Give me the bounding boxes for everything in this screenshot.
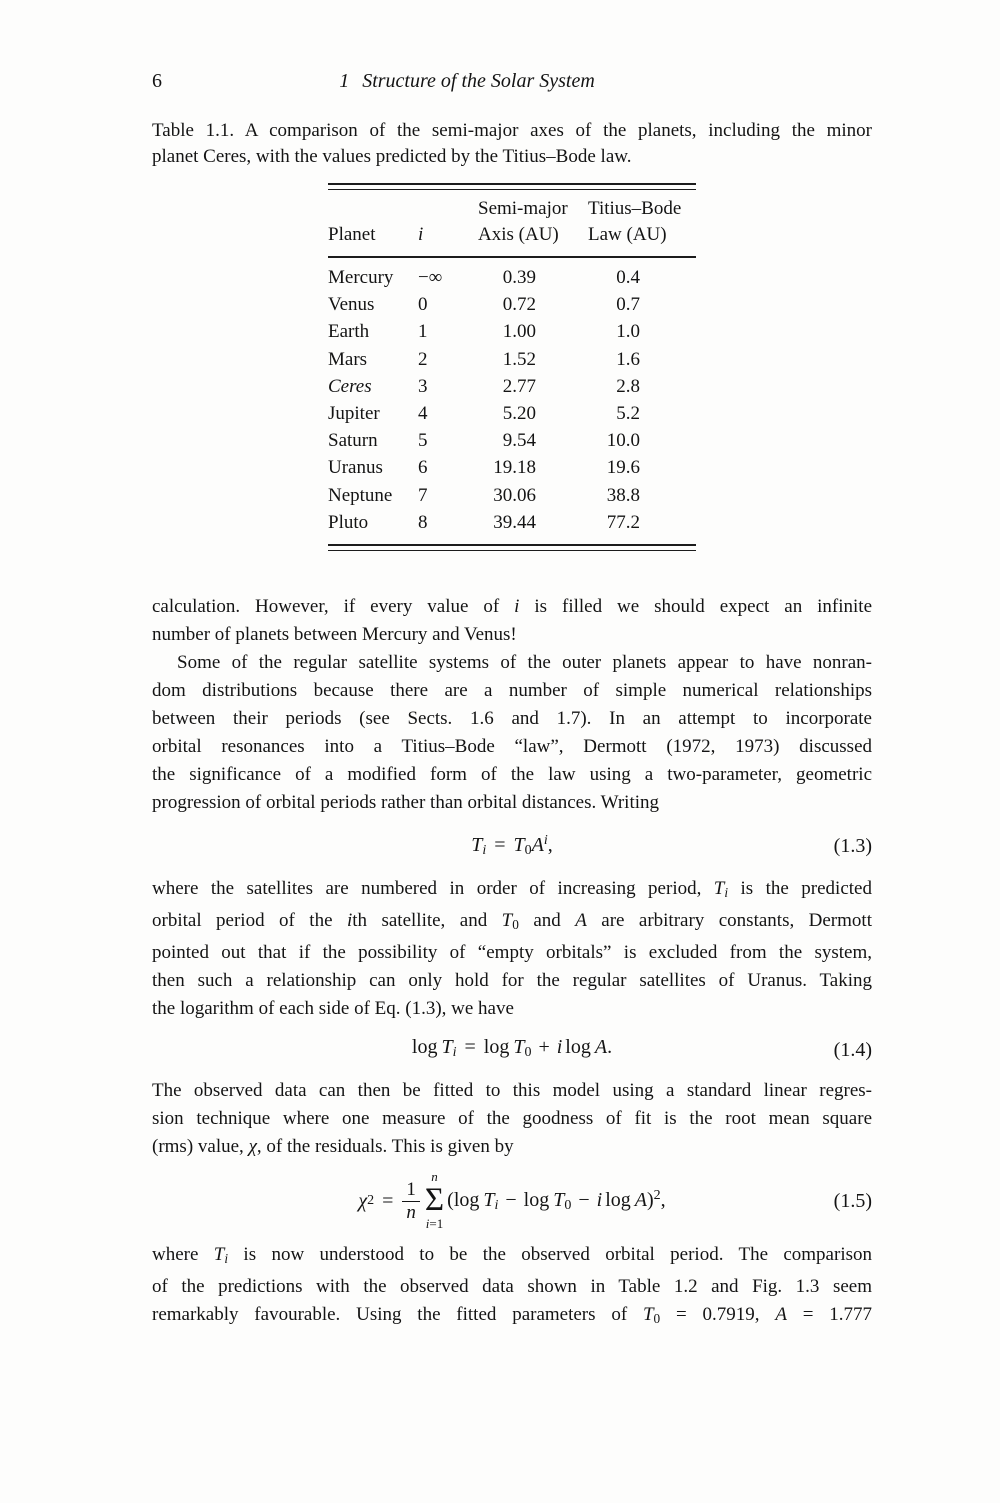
text-line	[152, 1273, 872, 1301]
math-sub: 0	[524, 843, 532, 859]
text-segment: orbital period of the	[152, 910, 347, 932]
table-cell: 5	[418, 430, 428, 452]
text-line	[152, 144, 872, 170]
table-header-row	[328, 190, 696, 257]
text-segment: is now understood to be the observed orbital period. The comparison	[228, 1244, 872, 1266]
text-line	[152, 939, 872, 967]
text-segment: (rms) value,	[152, 1136, 249, 1158]
equation-number: (1.5)	[833, 1190, 872, 1213]
text-segment: Table 1.1. A comparison of the semi-major axes of the planets, including the minor	[152, 120, 872, 141]
text-segment: i	[346, 910, 353, 932]
text-line	[152, 118, 872, 144]
table-cell: 0.39	[502, 267, 536, 288]
table-cell: 38.8	[606, 484, 640, 506]
math-paren: )	[646, 1188, 654, 1211]
math-fn: log	[523, 1188, 550, 1211]
text-segment: calculation. However, if every value of	[152, 596, 515, 618]
table-cell: 6	[418, 457, 428, 479]
equation-content	[471, 827, 553, 865]
text-segment: T	[501, 910, 513, 932]
math-fn: log	[483, 1035, 510, 1058]
text-line	[152, 649, 872, 677]
paragraph-3	[152, 875, 872, 1023]
text-segment: the logarithm of each side of Eq. (1.3), we have	[152, 997, 514, 1019]
table-top-rule	[328, 183, 696, 190]
paragraph-4	[152, 1077, 872, 1161]
math-var: i	[596, 1188, 603, 1211]
table-cell: 4	[418, 403, 428, 425]
text-segment: where	[152, 1244, 214, 1266]
text-line	[152, 621, 872, 649]
text-segment: 0	[653, 1310, 661, 1326]
math-operator: −	[505, 1188, 517, 1211]
text-segment: T	[642, 1303, 654, 1325]
math-var: i	[425, 1215, 430, 1231]
equation-1-5	[152, 1169, 872, 1233]
table-row	[328, 400, 696, 427]
text-line	[152, 733, 872, 761]
table-cell: Saturn	[328, 430, 378, 452]
text-segment: Some of the regular satellite systems of the outer planets appear to have nonran-	[177, 652, 872, 674]
text-line	[152, 593, 872, 621]
math-sup: 2	[653, 1187, 661, 1203]
table-cell: 30.06	[493, 484, 536, 506]
planets-table-wrapper	[328, 183, 696, 551]
math-sub: 0	[524, 1045, 532, 1061]
table-row	[328, 482, 696, 509]
text-segment: between their periods (see Sects. 1.6 and 1.7). In an attempt to incorporate	[152, 708, 872, 730]
text-segment: i	[514, 596, 520, 618]
table-row	[328, 373, 696, 400]
table-cell: 0.72	[502, 294, 536, 316]
math-sup: i	[543, 833, 548, 849]
math-var: A	[634, 1188, 647, 1211]
math-fn: log	[453, 1188, 480, 1211]
table-cell: 8	[418, 511, 428, 533]
running-head-title: Structure of the Solar System	[362, 70, 595, 92]
math-summation	[425, 1170, 444, 1231]
body-text	[152, 593, 872, 1333]
text-segment: is filled we should expect an infinite	[519, 596, 873, 618]
text-segment: are arbitrary constants, Dermott	[586, 910, 872, 932]
text-line	[152, 677, 872, 705]
table-cell: Venus	[328, 294, 375, 316]
math-sub: i	[452, 1045, 457, 1061]
column-header-line: Axis (AU)	[478, 224, 559, 245]
equation-number: (1.4)	[833, 1038, 872, 1061]
table-header	[328, 190, 696, 257]
text-segment: i	[724, 885, 729, 901]
math-operator: −	[578, 1188, 590, 1211]
text-line	[152, 1077, 872, 1105]
equation-content	[447, 1182, 666, 1220]
table-cell: 19.6	[606, 457, 640, 479]
table-body	[328, 257, 696, 536]
text-segment: the significance of a modified form of the law using a two-parameter, geometric	[152, 764, 872, 786]
text-segment: 0	[512, 916, 519, 932]
column-header-planet: Planet	[328, 190, 418, 257]
table-cell: 1.00	[502, 321, 536, 343]
math-fn: log	[605, 1188, 631, 1211]
text-segment: i	[224, 1250, 229, 1266]
text-segment: T	[213, 1244, 225, 1266]
table-row	[328, 346, 696, 373]
table-cell: Uranus	[328, 457, 383, 479]
table-cell: 2.77	[502, 375, 536, 397]
text-segment: and	[518, 910, 576, 932]
text-line	[152, 761, 872, 789]
column-header-line: Titius–Bode	[588, 198, 682, 219]
text-segment: A	[575, 910, 587, 932]
text-line	[152, 907, 872, 939]
math-sub: i	[482, 843, 487, 859]
math-sub: i	[494, 1198, 499, 1214]
table-cell: 2	[418, 348, 428, 370]
text-line	[152, 995, 872, 1023]
table-cell: Pluto	[328, 511, 369, 533]
text-segment: number of planets between Mercury and Venus!	[152, 624, 517, 646]
math-paren: (	[447, 1188, 454, 1211]
text-segment: sion technique where one measure of the goodness of fit is the root mean square	[152, 1108, 872, 1130]
equation-number: (1.3)	[833, 835, 872, 858]
chapter-number: 1	[339, 70, 350, 92]
math-var: T	[441, 1035, 453, 1058]
table-cell: 1	[418, 321, 428, 343]
fraction-numerator: 1	[402, 1179, 420, 1202]
sum-upper-limit: n	[431, 1169, 438, 1185]
math-sup: 2	[367, 1193, 375, 1209]
table-cell: 1.6	[616, 348, 640, 370]
text-segment: pointed out that if the possibility of “empty orbitals” is excluded from the system,	[152, 941, 872, 963]
math-var: χ	[358, 1190, 368, 1213]
text-line	[152, 1301, 872, 1333]
math-relation: =	[494, 834, 506, 857]
table-cell: 0.7	[616, 294, 640, 316]
math-var: A	[594, 1035, 608, 1058]
text-segment: of the predictions with the observed data shown in Table 1.2 and Fig. 1.3 seem	[152, 1275, 872, 1297]
text-segment: where the satellites are numbered in order of increasing period,	[152, 878, 714, 900]
math-relation: =	[382, 1190, 394, 1213]
paragraph-2	[152, 649, 872, 817]
page-number: 6	[152, 70, 162, 92]
paragraph-1	[152, 593, 872, 649]
sigma-icon: Σ	[424, 1182, 445, 1219]
text-segment: th satellite, and	[352, 910, 502, 932]
column-header-semimajor-axis	[478, 190, 588, 257]
table-cell: 5.20	[502, 403, 536, 425]
text-segment: is the predicted	[728, 878, 872, 900]
table-bottom-rule	[328, 544, 696, 551]
equation-content	[412, 1033, 612, 1067]
math-punct: ,	[660, 1188, 666, 1211]
math-var: i	[556, 1035, 563, 1058]
table-cell: 0.4	[616, 267, 640, 288]
column-header-line: Law (AU)	[588, 224, 667, 245]
text-segment: then such a relationship can only hold for the regular satellites of Uranus. Taking	[152, 969, 872, 991]
table-cell: 5.2	[616, 403, 640, 425]
text-segment: = 0.7919,	[660, 1303, 776, 1325]
planets-table	[328, 190, 696, 536]
table-row	[328, 454, 696, 481]
table-cell: 1.52	[502, 348, 536, 370]
text-line	[152, 875, 872, 907]
table-cell: 2.8	[616, 375, 640, 397]
table-cell: Neptune	[328, 484, 393, 506]
table-cell: 39.44	[493, 511, 536, 533]
math-punct: ,	[547, 834, 553, 857]
text-block	[152, 70, 872, 1333]
equation-1-4	[152, 1033, 872, 1067]
column-header-titius-bode	[588, 190, 696, 257]
running-head	[152, 70, 782, 93]
math-var: T	[471, 834, 483, 857]
table-cell: 9.54	[502, 430, 536, 452]
text-segment: remarkably favourable. Using the fitted parameters of	[152, 1303, 643, 1325]
table-cell: 77.2	[606, 511, 640, 533]
math-fn: log	[411, 1035, 438, 1058]
table-row	[328, 427, 696, 454]
text-line	[152, 1105, 872, 1133]
text-segment: , of the residuals. This is given by	[256, 1136, 514, 1158]
column-header-line: Semi-major	[478, 198, 568, 219]
text-line	[152, 789, 872, 817]
math-var: A	[531, 834, 544, 857]
page-header	[152, 70, 872, 96]
math-punct: .	[607, 1035, 613, 1058]
text-segment: A	[775, 1303, 787, 1325]
text-line	[152, 967, 872, 995]
text-line	[152, 1133, 872, 1161]
table-cell: 0	[418, 294, 428, 316]
math-sub: 0	[564, 1198, 572, 1214]
table-row	[328, 257, 696, 291]
text-segment: χ	[248, 1136, 257, 1158]
math-var: T	[513, 1035, 525, 1058]
math-var: T	[553, 1188, 565, 1211]
math-fraction	[402, 1179, 420, 1224]
table-caption	[152, 118, 872, 170]
text-segment: = 1.777	[786, 1303, 873, 1325]
table-cell: 10.0	[606, 430, 640, 452]
column-header-i: i	[418, 190, 478, 257]
text-segment: orbital resonances into a Titius–Bode “law”, Dermott (1972, 1973) discussed	[152, 736, 872, 758]
table-cell: 1.0	[616, 321, 640, 343]
text-segment: progression of orbital periods rather than orbital distances. Writing	[152, 792, 660, 814]
table-row	[328, 291, 696, 318]
table-bottom-padding	[328, 536, 696, 544]
equation-1-3	[152, 827, 872, 865]
text-line	[152, 705, 872, 733]
math-relation: =	[464, 1035, 476, 1058]
math-var: T	[483, 1188, 495, 1211]
text-line	[152, 1241, 872, 1273]
math-fn: log	[565, 1035, 591, 1058]
table-cell: 19.18	[493, 457, 536, 479]
math-var: T	[513, 834, 525, 857]
fraction-denominator: n	[406, 1201, 416, 1223]
table-cell: Jupiter	[328, 403, 380, 425]
table-cell: 7	[418, 484, 428, 506]
table-row	[328, 509, 696, 536]
math-operator: +	[538, 1035, 550, 1058]
paragraph-5	[152, 1241, 872, 1333]
text-segment: The observed data can then be fitted to this model using a standard linear regres-	[152, 1080, 872, 1102]
text-segment: dom distributions because there are a number of simple numerical relationships	[152, 680, 872, 702]
table-cell: −∞	[418, 267, 443, 288]
table-cell: 3	[418, 375, 428, 397]
table-cell: Mars	[328, 348, 368, 370]
math-text: =1	[429, 1215, 444, 1231]
table-cell: Mercury	[328, 267, 394, 288]
text-segment: T	[713, 878, 725, 900]
table-cell: Earth	[328, 321, 370, 343]
text-segment: planet Ceres, with the values predicted by the Titius–Bode law.	[152, 146, 632, 167]
sum-lower-limit	[426, 1217, 443, 1232]
table-cell: Ceres	[328, 375, 372, 397]
table-row	[328, 318, 696, 345]
